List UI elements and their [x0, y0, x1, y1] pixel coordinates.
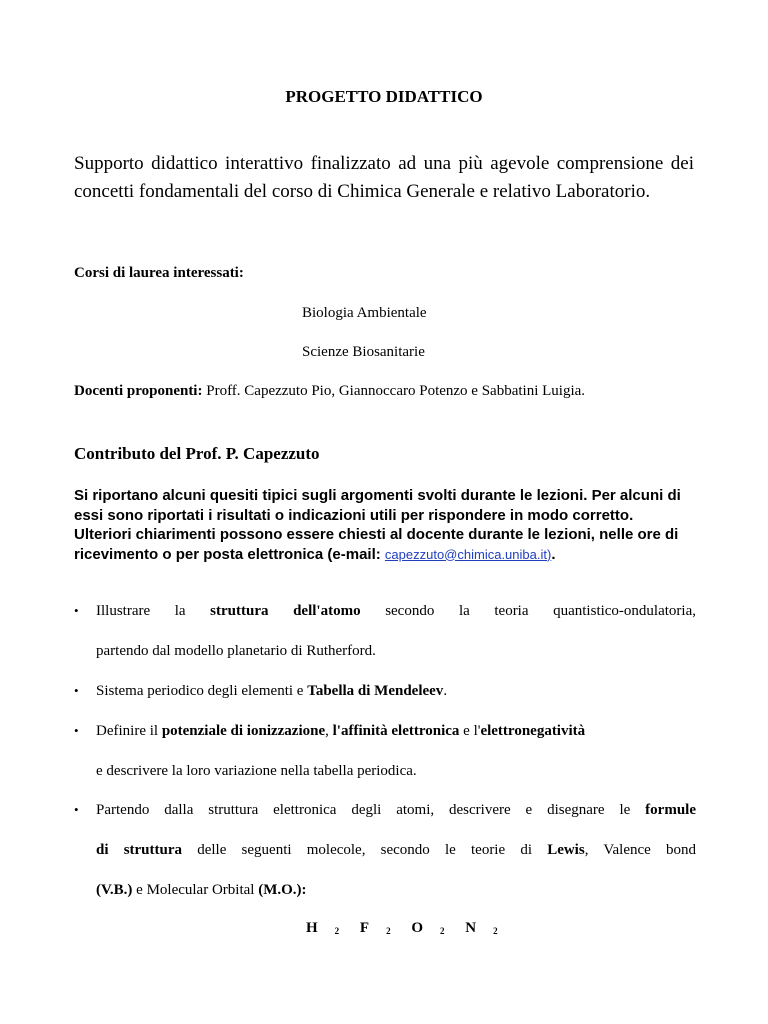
email-link[interactable]: capezzuto@chimica.uniba.it)	[384, 546, 552, 562]
bold-term: (V.B.)	[96, 882, 133, 898]
bullet-line	[96, 882, 696, 899]
bullet-line	[96, 603, 696, 620]
bold-term: Tabella di Mendeleev	[307, 683, 444, 699]
bold-term: di struttura	[96, 842, 183, 858]
molecule-formulas	[306, 920, 515, 937]
note-line-1: Si riportano alcuni quesiti tipici sugli argomenti svolti durante le lezioni. Per alcuni di essi sono riportati i risultati o indicazioni utili per rispondere in modo corretto.	[74, 487, 681, 524]
formula-element: N	[465, 920, 477, 936]
text-run: .	[443, 683, 448, 699]
text-run: secondo la teoria quantistico-ondulatoria,	[360, 603, 696, 619]
bullet-line	[96, 842, 696, 859]
formula-element: F	[359, 920, 370, 936]
docenti-value: Proff. Capezzuto Pio, Giannoccaro Potenzo e Sabbatini Luigia.	[202, 383, 586, 399]
bullet-dot-icon: •	[74, 683, 79, 698]
docenti-label: Docenti proponenti:	[74, 383, 203, 399]
bold-term: l'affinità elettronica	[332, 723, 460, 739]
text-run: Sistema periodico degli elementi e	[96, 683, 308, 699]
bold-term: formule	[645, 802, 696, 818]
courses-label: Corsi di laurea interessati:	[74, 265, 244, 281]
bullet-line: partendo dal modello planetario di Rutherford.	[96, 643, 376, 659]
formula-n2	[465, 920, 497, 936]
intro-paragraph: Supporto didattico interattivo finalizzato ad una più agevole comprensione dei concetti fondamentali del corso di Chimica Generale e relativo Laboratorio.	[74, 153, 694, 202]
text-run: delle seguenti molecole, secondo le teorie di	[182, 842, 548, 858]
document-title: PROGETTO DIDATTICO	[285, 87, 483, 106]
formula-element: O	[411, 920, 424, 936]
text-run: Partendo dalla struttura elettronica degli atomi, descrivere e disegnare le	[96, 802, 646, 818]
formula-h2	[306, 920, 339, 936]
bullet-line	[96, 802, 696, 819]
bullet-line	[96, 723, 696, 740]
formula-element: H	[306, 920, 318, 936]
note-line-2	[74, 525, 694, 564]
formula-f2	[360, 920, 391, 936]
text-run: , Valence bond	[584, 842, 697, 858]
course-item: Scienze Biosanitarie	[302, 344, 425, 360]
note-line-2-text: Ulteriori chiarimenti possono essere chiesti al docente durante le lezioni, nelle ore di ricevimento o per posta elettronica (e-mail:	[74, 526, 679, 563]
note-paragraph	[74, 486, 694, 564]
text-run: ,	[325, 723, 333, 739]
bullet-line	[96, 683, 696, 700]
formula-o2	[411, 920, 444, 936]
text-run: e l'	[459, 723, 481, 739]
text-run: Illustrare la	[96, 603, 211, 619]
bullet-line: e descrivere la loro variazione nella tabella periodica.	[96, 763, 417, 779]
text-run: e Molecular Orbital	[132, 882, 259, 898]
bold-term: potenziale di ionizzazione	[161, 723, 326, 739]
bold-term: Lewis	[547, 842, 585, 858]
bullet-dot-icon: •	[74, 603, 79, 618]
bullet-dot-icon: •	[74, 723, 79, 738]
formula-subscript: 2	[386, 926, 391, 936]
formula-subscript: 2	[493, 926, 498, 936]
contributo-heading: Contributo del Prof. P. Capezzuto	[74, 444, 320, 463]
formula-subscript: 2	[440, 926, 445, 936]
bold-term: elettronegatività	[480, 723, 586, 739]
bullet-dot-icon: •	[74, 802, 79, 817]
bold-term: (M.O.):	[258, 882, 307, 898]
text-run: Definire il	[96, 723, 162, 739]
course-item: Biologia Ambientale	[302, 305, 427, 321]
bold-term: struttura dell'atomo	[210, 603, 361, 619]
docenti-line	[74, 383, 585, 400]
formula-subscript: 2	[334, 926, 340, 936]
note-line-2-end: .	[551, 545, 556, 563]
